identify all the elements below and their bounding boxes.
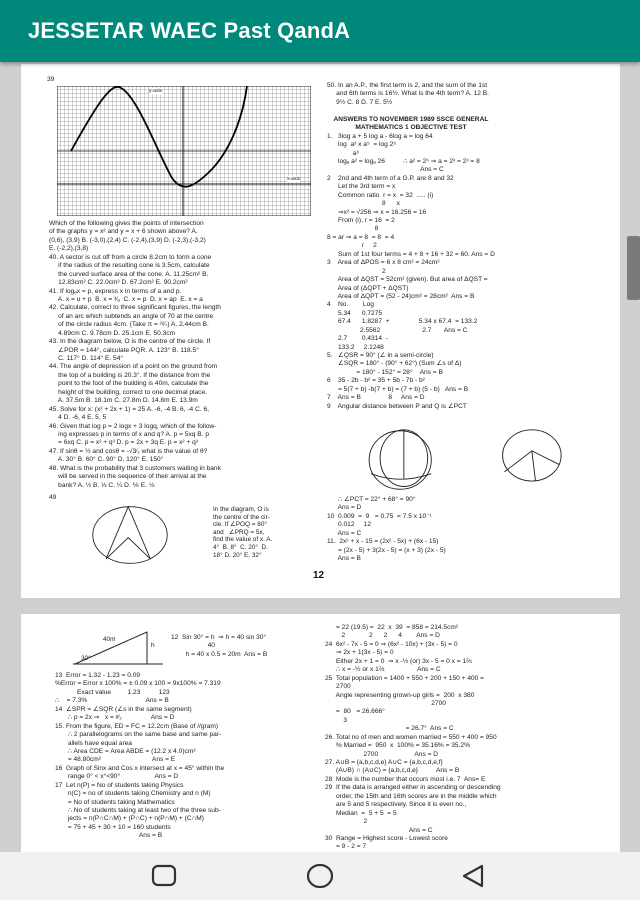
text-line: 26. Total no of men and women married = 550 + 400 = 950 (325, 733, 497, 741)
text-line: %Error = Error x 100% = ± 0.09 x 100 = 9x100% = 7.319 (55, 680, 221, 688)
text-line: 18° D. 20° E. 32° (213, 551, 262, 559)
text-line: 40. A sector is cut off from a circle 8.2cm to form a cone (49, 253, 212, 261)
text-line: 25 Total population = 1400 + 550 + 200 + 150 + 400 = (325, 674, 484, 682)
text-line: 4 No. Log (327, 301, 374, 309)
text-line: if the radius of the resulting cone is 3.5cm, calculate (49, 262, 210, 270)
back-button-icon[interactable] (460, 864, 488, 890)
text-line: r 2 (327, 242, 377, 250)
text-line: 2 (325, 818, 368, 826)
document-page-13 (21, 614, 620, 854)
text-line: jects = n(P∩C∩M) + (P∩C) + n(P∩M) + (C∩M) (55, 815, 204, 823)
triangle-hypotenuse-label: 40m (103, 636, 116, 643)
text-line (327, 107, 495, 115)
text-line: 43. In the diagram below, O is the centre of the circle. If (49, 338, 211, 346)
text-line: 47. If sinθ = ½ and cosθ = -√3⁄₂ what is the value of θ? (49, 447, 208, 455)
document-page-12 (21, 64, 620, 598)
text-line: 4 D. -6, 4 E. 5, 5 (49, 414, 107, 422)
text-line: 67.4 1.8287 + 5.34 x 67.4 = 133.2 (327, 318, 478, 326)
text-line: of an arc which subtends an angle of 70 at the centre (49, 312, 214, 320)
system-navigation-bar (0, 852, 640, 900)
recents-button-icon[interactable] (150, 864, 178, 888)
questions-40-48 (49, 220, 221, 490)
text-line: 5.34 0.7275 (327, 309, 382, 317)
triangle-side-label: h (151, 642, 155, 649)
text-line: ANSWERS TO NOVEMBER 1989 SSCE GENERAL (333, 115, 489, 123)
text-line: 3 Area of ΔPOS = 6 x 8 cm² = 24cm² (327, 259, 440, 267)
text-line: 4.89cm C. 9.78cm D. 25.1cm E. 50.3cm (49, 329, 176, 337)
text-line: 50. In an A.P., the first term is 2, and the sum of the 1st (327, 82, 488, 89)
text-line: = 75 + 45 + 30 + 10 = 160 students (55, 823, 171, 831)
text-line: Ans = B (327, 555, 361, 563)
text-line: and ∠PRQ = 5x, (213, 528, 265, 536)
text-line: Area of ΔQST = 52cm² (given). But area of ΔQST = (327, 276, 488, 284)
app-bar (0, 0, 640, 62)
text-line: 28 Mode is the number that occurs most i.e. 7 Ans= E (325, 775, 486, 783)
text-line: = 80 = 26.666° (325, 708, 385, 716)
text-line: 17 Let n(P) = No of students taking Physics (55, 781, 184, 789)
page-number: 12 (313, 570, 325, 581)
text-line: (A∪B) ∩ (A∪C) = {a,b,c,d,e} Ans = B (325, 767, 460, 775)
text-line: will be served in the sequence of their arrival at the (49, 473, 207, 481)
text-line: 2.5562 2.7 Ans = C (327, 326, 468, 334)
text-line: 5. ∠QSR = 90° (∠ in a semi-circle) (327, 352, 434, 359)
text-line: ing expresses p in terms of x and q? A. p = 5xq B. p (49, 430, 209, 438)
answer-12 (171, 634, 267, 659)
answers-9-11 (327, 496, 446, 564)
text-line: ⇒ 2x + 1(3x - 5) = 0 (325, 649, 394, 657)
text-line: = No of students taking Mathematics (55, 798, 175, 806)
question-39-label: 39 (47, 76, 55, 83)
text-line: 44. The angle of depression of a point on the ground from (49, 363, 218, 371)
text-line: find the value of x. A. (213, 536, 273, 544)
text-line: Let the 3rd term = x (327, 183, 396, 191)
text-line: 8 x (327, 200, 400, 208)
text-line: the curved surface area of the cone. A. 11.25cm² B. (49, 270, 209, 278)
text-line: C. 117° D. 114° E. 54° (49, 355, 124, 362)
text-line: From (i), r = 16 = 2 (327, 217, 395, 224)
text-line: ∴ 2 parallelograms on the same base and same par- (55, 731, 222, 739)
text-line: % Married = 950 x 100% = 35.16% = 35.2% (325, 742, 470, 750)
text-line: ∴ ∠PCT = 22° + 68° = 90° (327, 496, 416, 503)
text-line: ∴ p = 2x ⇒ x = ᵖ⁄₂ Ans = D (55, 714, 175, 722)
text-line: n(C) = no of students taking Chemistry and n (M) (55, 790, 211, 798)
text-line: ∴ No of students taking at least two of the three sub- (55, 807, 221, 814)
text-line: 2 2nd and 4th term of a G.P. are 8 and 32 (327, 174, 454, 182)
text-line: 133.2 2.1248 (327, 343, 384, 351)
text-line: Exact value 1.23 123 (55, 688, 170, 696)
text-line: of the graphs y = x² and y = x + 6 shown above? A. (49, 228, 198, 236)
text-line: 4° B. 8° C. 20° D. (213, 543, 268, 551)
text-line: range 0° < x°<90° Ans = D (55, 773, 179, 781)
text-line: 2.7 0.4314 - (327, 335, 388, 343)
answers-23-30 (325, 624, 501, 852)
text-line: logₐ a² = logₐ 26 ∴ a² = 2⁶ ⇒ a = 2³ = 2³ = 8 (327, 157, 480, 165)
text-line: Area of (ΔQPT + ΔQST) (327, 284, 409, 292)
text-line: height of the building, correct to one decimal place. (49, 388, 207, 396)
text-line: 41. If logₐx = p, express x in terms of a and p. (49, 287, 182, 295)
text-line: ⇒x² = √256 ⇒ x = 16.256 = 16 (327, 208, 427, 216)
text-line: 42. Calculate, correct to three significant figures, the length (49, 304, 221, 312)
text-line: = 5(7 + b) -b(7 + b) = (7 + b) (5 - b) Ans = B (327, 385, 469, 393)
answers-13-17 (55, 672, 224, 841)
text-line: the top of a building is 20.3°. If the distance from the (49, 371, 211, 379)
text-line: cle. If ∠POQ = 80° (213, 521, 267, 529)
text-line: ∠SQR = 180° - (90° + 62°) (Sum ∠s of Δ) (327, 360, 462, 368)
text-line: of the circle radius 4cm. (Take π = ²²⁄₇) A. 2.44cm B. (49, 321, 209, 329)
text-line: 45. Solve for x: (x² + 2x + 1) = 25 A. -6, -4 B. 6, -4 C. 6, (49, 405, 209, 413)
text-line: = 22 (19.5) = 22 x 39 = 858 = 214.5cm² (325, 624, 459, 631)
text-line: = 48.80cm² Ans = E (55, 756, 176, 764)
text-line: bank? A. ½ B. ⅓ C. ¼ D. ⅙ E. ⅛ (49, 481, 155, 489)
text-line: 11. 2x² + x - 15 = (2x² - 5x) + (6x - 15) (327, 538, 439, 546)
graph-x-axis-label: x-axis (287, 176, 301, 182)
text-line: 13 Error = 1.32 - 1.23 = 0.09 (55, 672, 141, 679)
text-line: Ans = B (55, 832, 163, 840)
text-line: 8 = ar ⇒ a = 8 = 8 = 4 (327, 233, 395, 241)
text-line: Either 2x + 1 = 0 ⇒ x -½ (or) 3x - 5 = 0 x = 1⅔ (325, 657, 472, 665)
text-line: (0,6), (3,9) B. (-3,0),(2,4) C. (-2,4),(3,9) D. (-2,3),(-3,2) (49, 236, 206, 244)
text-line: 2700 Ans = D (325, 750, 439, 758)
text-line: 3 (325, 716, 347, 724)
text-line: log a³ x a⁵ = log 2⁶ (327, 141, 397, 149)
text-line: 7 Ans = B 8 Ans = D (327, 394, 425, 402)
text-line: A. x = u + p B. x = ³⁄ₐ C. x = p D. x = ap E. x = a (49, 295, 203, 303)
text-line: Area of ΔQPT = (52 - 24)cm² = 28cm² Ans = B (327, 292, 475, 300)
text-line: order, the 15th and 16th scores are in the middle which (325, 792, 497, 800)
triangle-angle-label: 30° (81, 655, 91, 662)
text-line: Ans = C (325, 826, 433, 834)
text-line: ∴ Area CDE = Area ABDE = (12.2 x 4.0)cm² (55, 747, 196, 755)
answers-column (327, 82, 495, 411)
text-line: 24 6x² - 7x - 5 = 0 ⇒ (6x² - 10x) + (3x - 5) = 0 (325, 640, 458, 648)
text-line: = 6xq C. p = x² + q³ D. p = 2x + 3q E. p = x² + q³ (49, 439, 198, 447)
text-line: 6 35 - 2b - b² = 35 + 5b - 7b - b² (327, 377, 425, 385)
text-line: 8 (327, 225, 379, 233)
text-line: 29 If the data is arranged either in ascending or descending (325, 784, 501, 792)
text-line: = 180° - 152° = 28° Ans = B (327, 368, 443, 376)
text-line: 9 Angular distance between P and Q is ∠PCT (327, 402, 467, 410)
text-line: 27. A∪B = {a,b,c,d,e} A∪C = {a,b,c,d,e,f} (325, 759, 443, 766)
text-line: 1. 3log a + 5 log a - 6log a = log 64 (327, 132, 433, 140)
q39-graph (57, 86, 311, 216)
text-line: Sum of 1st four terms = 4 + 8 + 16 + 32 = 60. Ans = D (327, 250, 495, 258)
app-title: JESSETAR WAEC Past QandA (28, 18, 351, 43)
text-line: ∴ x = -½ or x 1⅔ Ans = C (325, 666, 441, 674)
text-line: Common ratio r = x = 32 ..... (i) (327, 191, 434, 199)
text-line: 16 Graph of Sinx and Cos x intersect at x = 45° within the (55, 764, 225, 772)
text-line: A. 30° B. 60° C. 90° D. 120° E. 150° (49, 456, 164, 464)
text-line: 2 (327, 267, 386, 275)
text-line: 10 0.009 = 9 = 0.75 = 7.5 x 10⁻¹ (327, 512, 432, 520)
text-line: E. (-2,2),(3,8) (49, 245, 89, 253)
text-line: A. 37.5m B. 18.1m C. 27.8m D. 14.8m E. 13.9m (49, 397, 198, 405)
text-line: Median = 5 + 5 = 5 (325, 809, 397, 817)
text-line: MATHEMATICS 1 OBJECTIVE TEST (355, 124, 467, 132)
text-line: allels have equal area (55, 739, 132, 747)
text-line: Which of the following gives the points of intersection (49, 220, 204, 227)
text-line: 40 (171, 642, 215, 650)
text-line: 48. What is the probability that 3 customers waiting in bank (49, 464, 221, 472)
text-line: and 6th terms is 16½. What is the 4th term? A. 12 B. (327, 90, 489, 98)
text-line: 30 Range = Highest score - Lowest score (325, 834, 448, 842)
text-line: are 5 and 5 respectively. Since it is even no., (325, 801, 467, 809)
text-line: a⁶ (327, 149, 360, 157)
question-49-label: 49 (49, 494, 57, 501)
text-line: Ans = C (327, 529, 362, 537)
text-line: 2700 (325, 699, 446, 707)
text-line: ∴ = 7.3% Ans = B (55, 697, 169, 705)
text-line: 0.012 12 (327, 521, 371, 529)
text-line: = 9 - 2 = 7 (325, 843, 367, 851)
text-line: 2700 (325, 683, 351, 691)
text-line: = (2x - 5) + 3(2x - 5) = (x + 3) (2x - 5) (327, 546, 446, 554)
text-line: Ans = D (327, 504, 362, 512)
text-line: h = 40 x 0.5 = 20m Ans = B (171, 650, 268, 658)
question-49-text (213, 506, 272, 559)
home-button-icon[interactable] (305, 864, 335, 890)
text-line: 9½ C. 8 D. 7 E. 5½ (327, 98, 393, 106)
text-line: 2 2 2 4 Ans = D (325, 632, 440, 640)
text-line: 12 Sin 30° = h ⇒ h = 40 sin 30° (171, 634, 267, 641)
text-line: 46. Given that log p = 2 logx + 3 logq, which of the follow- (49, 422, 217, 430)
scrollbar-thumb[interactable] (627, 236, 640, 300)
graph-y-axis-label: y-axis (149, 88, 163, 94)
text-line: the centre of the cir- (213, 513, 270, 521)
text-line: 15. From the figure, ED = FC = 12.2cm (Base of //gram) (55, 722, 219, 730)
text-line: In the diagram, O is (213, 506, 269, 513)
q49-circle-diagram (85, 504, 175, 566)
text-line: point to the foot of the building is 40m, calculate the (49, 380, 209, 388)
text-line: 14 ∠SPR = ∠SQR (∠s in the same segment) (55, 705, 192, 713)
text-line: 12.83cm² C. 22.0cm² D. 67.2cm² E. 90.2cm² (49, 279, 188, 287)
text-line: = 26.7° Ans = C (325, 725, 454, 733)
q9-globe-diagrams (357, 428, 597, 492)
text-line: Angle representing grown-up girls = 200 x 360 (325, 691, 475, 699)
text-line: Ans = C (327, 166, 444, 174)
text-line: ∠POR = 144°, calculate PQR. A. 123° B. 118.5° (49, 346, 199, 354)
